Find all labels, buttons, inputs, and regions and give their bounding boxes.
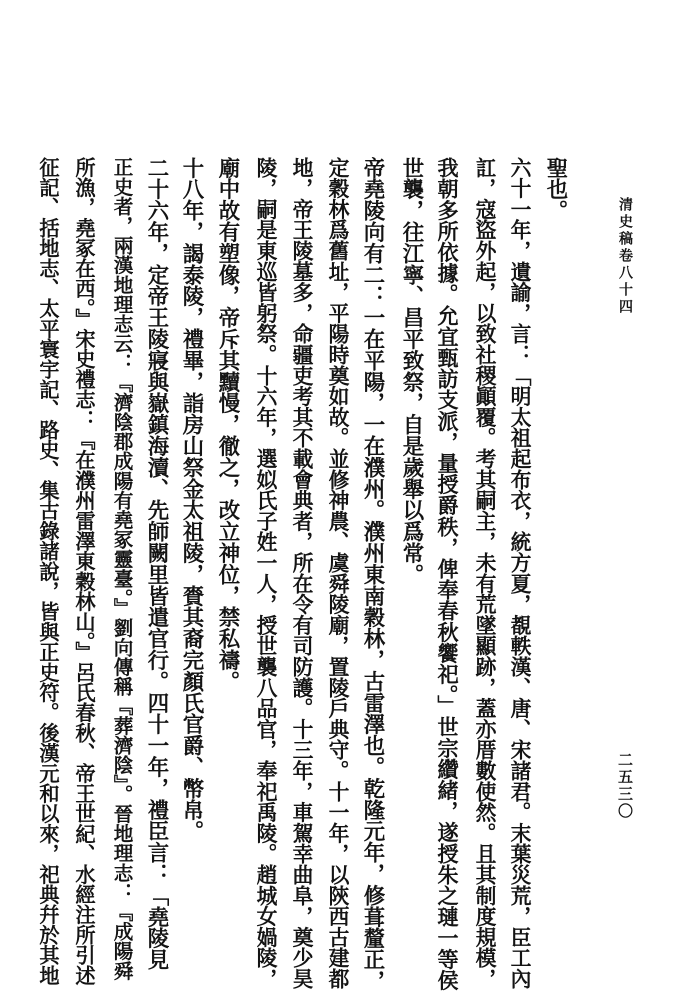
text-column-11: 十八年，謁泰陵，禮畢，詣房山祭金太祖陵，賚其裔完顏氏官爵、幣帛。 — [179, 157, 204, 842]
running-title: 清史稿卷八十四 — [617, 197, 633, 316]
text-column-14: 所漁，堯冢在西。』宋史禮志：『在濮州雷澤東穀林山。』呂氏春秋、帝王世紀、水經注所引述 — [72, 157, 96, 986]
text-column-9: 陵，嗣是東巡皆躬祭。十六年，選姒氏子姓一人，授世襲八品官，奉祀禹陵。趙城女媧陵， — [253, 157, 278, 989]
text-column-5: 世襲，往江寧、昌平致祭，自是歲舉以爲常。 — [399, 157, 424, 585]
text-column-8: 地，帝王陵墓多，命疆吏考其不載會典者，所在令有司防護。十三年，車駕幸曲阜，奠少昊 — [289, 157, 314, 989]
text-column-4: 我朝多所依據。允宜甄訪支派，量授爵秩，俾奉春秋饗祀。」世宗纘緒，遂授朱之璉一等侯 — [435, 157, 460, 991]
text-column-10: 廟中故有塑像，帝斥其黷慢，徹之，改立神位，禁私禱。 — [215, 157, 240, 692]
text-column-13: 正史者，兩漢地理志云：『濟陰郡成陽有堯冢靈臺。』劉向傳稱『葬濟陰』。晉地理志：『成陽舜 — [110, 157, 133, 981]
text-column-15: 征記、括地志、太平寰宇記、路史、集古錄諸說，皆與正史符。後漢元和以來，祀典幷於其地 — [36, 157, 60, 986]
text-column-12: 二十六年，定帝王陵寢與嶽鎮海瀆、先師闕里皆遣官行。四十一年，禮臣言：「堯陵見 — [144, 157, 169, 971]
text-column-3: 訌，寇盜外起，以致社稷顚覆。考其嗣主，未有荒墜顯跡，蓋亦厝數使然。且其制度規模， — [472, 157, 497, 989]
text-column-6: 帝堯陵向有二：一在平陽，一在濮州。濮州東南穀林，古雷澤也。乾隆元年，修葺釐正， — [360, 157, 385, 992]
text-column-2: 六十一年，遺諭，言：「明太祖起布衣，統方夏，覩軼漢、唐、宋諸君。末葉災荒，臣工內 — [507, 157, 532, 989]
text-column-7: 定穀林爲舊址，平陽時奠如故。並修神農、虞舜陵廟，置陵戶典守。十一年，以陝西古建都 — [325, 157, 350, 989]
page-number: 二五三〇 — [616, 752, 634, 820]
text-column-1: 聖也。 — [543, 157, 568, 222]
